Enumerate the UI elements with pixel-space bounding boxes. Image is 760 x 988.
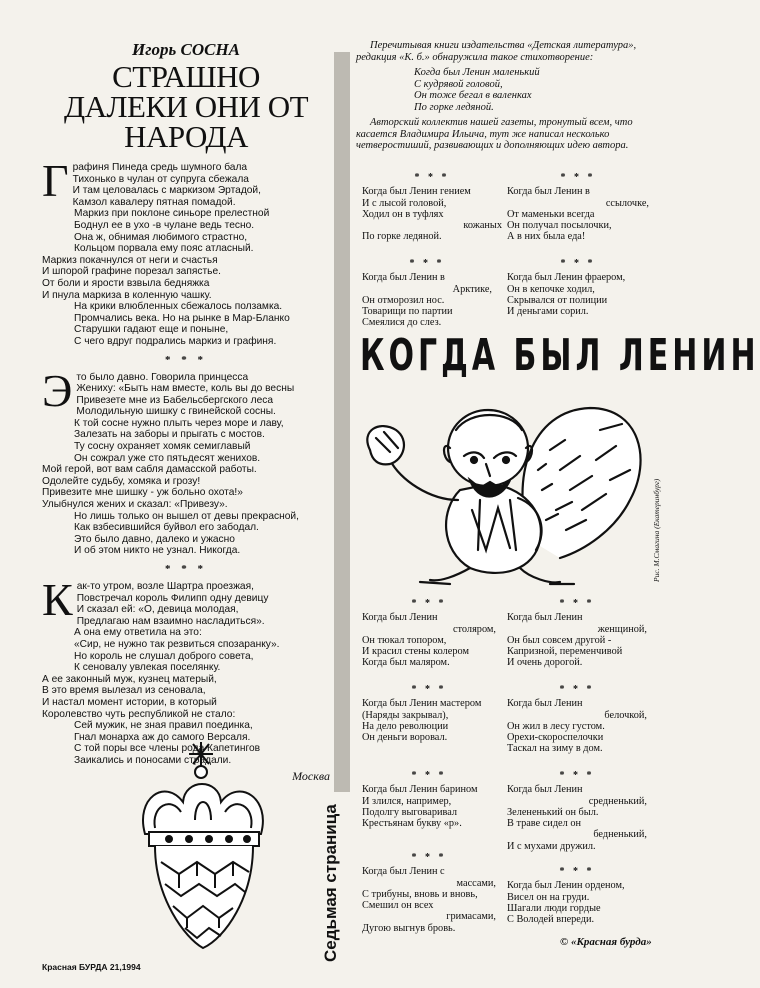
poem-line: А ее законный муж, кузнец матерый, — [42, 673, 217, 685]
verse-line: Арктике, — [452, 283, 492, 295]
poem-line: Она ж, обнимая любимого страстно, — [74, 231, 248, 243]
stars-divider: * * * — [411, 598, 447, 609]
quote-line: Когда был Ленин маленький — [414, 67, 540, 78]
verse-line: Он тюкал топором, — [362, 634, 447, 646]
poem-line: И пнула маркиза в коленную чашку. — [42, 289, 212, 301]
intro-text — [356, 40, 656, 152]
verse — [507, 684, 647, 755]
poem-line: Боднул ее в ухо -в чулане ведь тесно. — [74, 219, 255, 231]
poem-line: И настал момент истории, в который — [42, 696, 217, 708]
poem-line: Привезите мне шишку - уж больно охота!» — [42, 487, 243, 499]
verse-line: Шагали люди гордые — [507, 902, 601, 914]
verse — [507, 866, 647, 925]
verse-line: Крестьянам букву «р». — [362, 818, 462, 830]
drop-cap: Э — [42, 364, 73, 416]
verse-line: Когда был Ленин — [507, 698, 583, 710]
stars-divider: * * * — [165, 353, 207, 366]
poem-line: На крики влюбленных сбежалось ползамка. — [74, 301, 283, 313]
stars-divider: * * * — [559, 684, 595, 695]
verse-line: Когда был маляром. — [362, 657, 450, 669]
verse-line: кожаных — [463, 220, 502, 232]
intro-block — [356, 40, 656, 156]
verse-line: Он был совсем другой - — [507, 634, 612, 646]
verse — [507, 598, 647, 669]
poem-line: Кольцом порвала ему пояс атласный. — [74, 243, 254, 255]
poem-line: ак-то утром, возле Шартра проезжая, — [76, 581, 254, 592]
verse-line: белочкой, — [604, 709, 647, 721]
verse-line: И очень дорогой. — [507, 657, 583, 669]
article-column — [42, 40, 330, 784]
verse-line: Висел он на груди. — [507, 891, 590, 903]
side-label: Седьмая страница — [321, 804, 340, 962]
verse-line: И злился, например, — [362, 795, 452, 807]
verse-line: С трибуны, вновь и вновь, — [362, 888, 478, 900]
poem-line: то было давно. Говорила принцесса — [76, 371, 249, 383]
verse-line: Ходил он в туфлях — [362, 208, 444, 220]
poem-line: Молодильную шишку с гвинейской сосны. — [76, 406, 276, 418]
verse-line: На дело революции — [362, 720, 449, 732]
poem-line: Одолейте судьбу, хомяка и грозу! — [42, 475, 201, 487]
verse — [362, 852, 496, 934]
poem-line: Жениху: «Быть нам вместе, коль вы до весны — [76, 383, 295, 395]
stars-divider: * * * — [560, 172, 596, 183]
verse-line: И с мухами дружил. — [507, 840, 596, 852]
stars-divider: * * * — [560, 258, 596, 269]
verse-line: средненький, — [588, 795, 647, 807]
verse-line: Он в кепочке ходил, — [507, 283, 595, 295]
poem-line: «Сир, не нужно так резвиться спозаранку». — [74, 638, 280, 650]
poem-line: Промчались века. Но на рынке в Мар-Бланко — [74, 312, 290, 324]
verse — [362, 684, 496, 743]
vertical-band — [334, 52, 350, 792]
verse-line: И деньгами сорил. — [507, 306, 589, 318]
poem-line: Маркиз покачнулся от неги и счастья — [42, 254, 218, 266]
verse — [362, 172, 502, 243]
poem-line: рафиня Пинеда средь шумного бала — [72, 162, 248, 173]
verse-line: Капризной, переменчивой — [507, 646, 623, 658]
headline-line: НАРОДА — [124, 119, 248, 154]
verse-line: Когда был Ленин в — [507, 186, 590, 198]
poem-line: Заикались и поносами страдали. — [74, 754, 232, 766]
poem-line: Но лишь только он вышел от девы прекрасной, — [74, 510, 299, 522]
headline-line: ДАЛЕКИ ОНИ ОТ — [63, 89, 309, 124]
intro-paragraph: Перечитывая книги издательства «Детская литература», редакция «К. б.» обнаружила такое стихотворение: — [356, 40, 637, 63]
stars-divider: * * * — [411, 770, 447, 781]
drop-cap: Г — [42, 155, 69, 206]
verse-line: (Наряды закрывал), — [362, 709, 449, 721]
verse-line: В траве сидел он — [507, 818, 581, 830]
verse-line: бедненький, — [593, 829, 647, 841]
drop-cap: К — [42, 574, 73, 625]
verse — [507, 258, 649, 317]
verse-line: По горке ледяной. — [362, 231, 442, 243]
page-footer: Красная БУРДА 21,1994 — [42, 962, 141, 972]
verse-line: Он получал посылочки, — [507, 220, 612, 232]
verse-line: Когда был Ленин фраером, — [507, 272, 626, 284]
verse-line: Смеялися до слез. — [362, 317, 442, 329]
poem-line: Это было давно, далеко и ужасно — [74, 533, 235, 545]
poem-line: Мой герой, вот вам сабля дамасской работы. — [42, 464, 257, 476]
poem-line: И сказал ей: «О, девица молодая, — [76, 604, 239, 616]
verse-line: женщиной, — [597, 623, 647, 635]
verse-line: Когда был Ленин в — [362, 272, 445, 284]
poem-line: Маркиз при поклоне синьоре прелестной — [74, 208, 270, 220]
article-author: Игорь СОСНА — [131, 40, 241, 59]
copyright-note: © «Красная бурда» — [560, 936, 652, 948]
verse-line: Когда был Ленин орденом, — [507, 880, 625, 892]
poem-line: А она ему ответила на это: — [74, 627, 202, 639]
stars-divider: * * * — [414, 172, 450, 183]
poem-line: С чего вдруг подрались маркиз и графиня. — [74, 335, 277, 347]
poem-line: Гнал монарха аж до самого Версаля. — [74, 731, 251, 743]
verse-line: Смешил он всех — [362, 900, 434, 912]
poem-line: Сей мужик, не зная правил поединка, — [74, 720, 253, 732]
banner-title: КОГДА БЫЛ ЛЕНИН — [360, 330, 760, 382]
verse-line: Подолгу выговаривал — [362, 806, 457, 818]
poem-line: Ту сосну охраняет хомяк семиглавый — [74, 441, 251, 453]
verse-line: массами, — [456, 877, 496, 889]
verse-line: Когда был Ленин — [507, 784, 583, 796]
poem-line: И шпорой графине порезал запястье. — [42, 266, 221, 278]
intro-paragraph: Авторский коллектив нашей газеты, тронутый всем, что касается Владимира Ильича, тут же написал несколько четверостиший, развивающих и дополняющих идею автора. — [356, 117, 633, 151]
verse-line: От маменьки всегда — [507, 208, 595, 220]
quote-line: С кудрявой головой, — [414, 78, 503, 90]
verse-line: Когда был Ленин барином — [362, 784, 478, 796]
poem-line: От боли и ярости взвыла бедняжка — [42, 277, 210, 289]
poem-line: В это время вылезал из сеновала, — [42, 685, 206, 697]
poem-part-1 — [42, 155, 330, 348]
verse-line: Когда был Ленин — [362, 612, 438, 624]
verse-line: Когда был Ленин мастером — [362, 698, 482, 710]
poem-line: Но король не слушал доброго совета, — [74, 650, 254, 662]
verse-line: Зелененький он был. — [507, 806, 599, 818]
poem-line: Залезать на заборы и прыгать с мостов. — [74, 429, 265, 441]
stars-divider: * * * — [559, 598, 595, 609]
verse-line: Он отморозил нос. — [362, 294, 445, 306]
poem-line: Как взбесившийся буйвол его забодал. — [74, 522, 259, 534]
quote-line: По горке ледяной. — [414, 101, 494, 113]
verse-line: И с лысой головой, — [362, 197, 447, 209]
verse-line: Товарищи по партии — [362, 306, 453, 318]
stars-divider: * * * — [165, 563, 207, 575]
verse-line: Когда был Ленин — [507, 612, 583, 624]
poem-line: К той сосне нужно плыть через море и лаву, — [74, 417, 284, 429]
verse — [362, 770, 496, 829]
article-city: Москва — [292, 768, 330, 783]
verse — [507, 770, 647, 852]
verse-line: И красил стены колером — [362, 646, 469, 658]
poem-line: Предлагаю нам взаимно насладиться». — [76, 615, 265, 627]
poem-line: Он сожрал уже сто пятьдесят женихов. — [74, 452, 261, 464]
poem-line: Улыбнулся жених и сказал: «Привезу». — [42, 499, 228, 511]
poem-line: Повстречал король Филипп одну девицу — [76, 592, 269, 604]
verse-line: Скрывался от полиции — [507, 294, 608, 306]
poem-line: Камзол кавалеру пятная помадой. — [72, 196, 236, 208]
poem-line: И там целовалась с маркизом Эртадой, — [72, 185, 261, 197]
poem-line: Привезете мне из Бабельсбергского леса — [76, 394, 274, 406]
verse-line: Он жил в лесу густом. — [507, 720, 605, 732]
verse-line: А в них была еда! — [507, 231, 586, 243]
stars-divider: * * * — [409, 258, 445, 269]
verse-line: столяром, — [452, 623, 496, 635]
poem-line: К сеновалу увлекая поселянку. — [74, 662, 221, 674]
verse-line: Дугою выгнув бровь. — [362, 922, 456, 934]
poem-line: Королевство чуть республикой не стало: — [42, 708, 236, 720]
verse-line: Орехи-скороспелочки — [507, 732, 604, 744]
lenin-squirrel-cartoon — [360, 390, 650, 590]
stars-divider: * * * — [559, 770, 595, 781]
poem-line: И об этом никто не узнал. Никогда. — [74, 545, 241, 557]
poem-line: Тихонько в чулан от супруга сбежала — [72, 173, 249, 185]
verse — [507, 172, 649, 243]
verse — [362, 598, 496, 669]
article-headline — [42, 59, 330, 154]
quote-line: Он тоже бегал в валенках — [414, 90, 532, 101]
verse-line: ссылочке, — [605, 197, 649, 209]
verse-line: Когда был Ленин с — [362, 866, 445, 878]
verse-line: Он деньги воровал. — [362, 732, 448, 744]
poem-part-2 — [42, 364, 330, 558]
pinecone-crown-illustration — [135, 738, 275, 952]
verse-line: гримасами, — [446, 911, 496, 923]
verse-line: С Володей впереди. — [507, 914, 595, 926]
stars-divider: * * * — [411, 684, 447, 695]
stars-divider: * * * — [411, 852, 447, 863]
verse — [362, 258, 492, 329]
illustration-credit: Рис. М.Смагина (Екатеринбург) — [652, 478, 661, 582]
verse-line: Таскал на зиму в дом. — [507, 743, 603, 755]
poem-line: С той поры все члены рода Капетингов — [74, 743, 261, 755]
headline-line: СТРАШНО — [112, 59, 260, 94]
poem-line: Старушки гадают еще и поныне, — [74, 324, 229, 336]
verse-line: Когда был Ленин гением — [362, 186, 471, 198]
stars-divider: * * * — [559, 866, 595, 877]
